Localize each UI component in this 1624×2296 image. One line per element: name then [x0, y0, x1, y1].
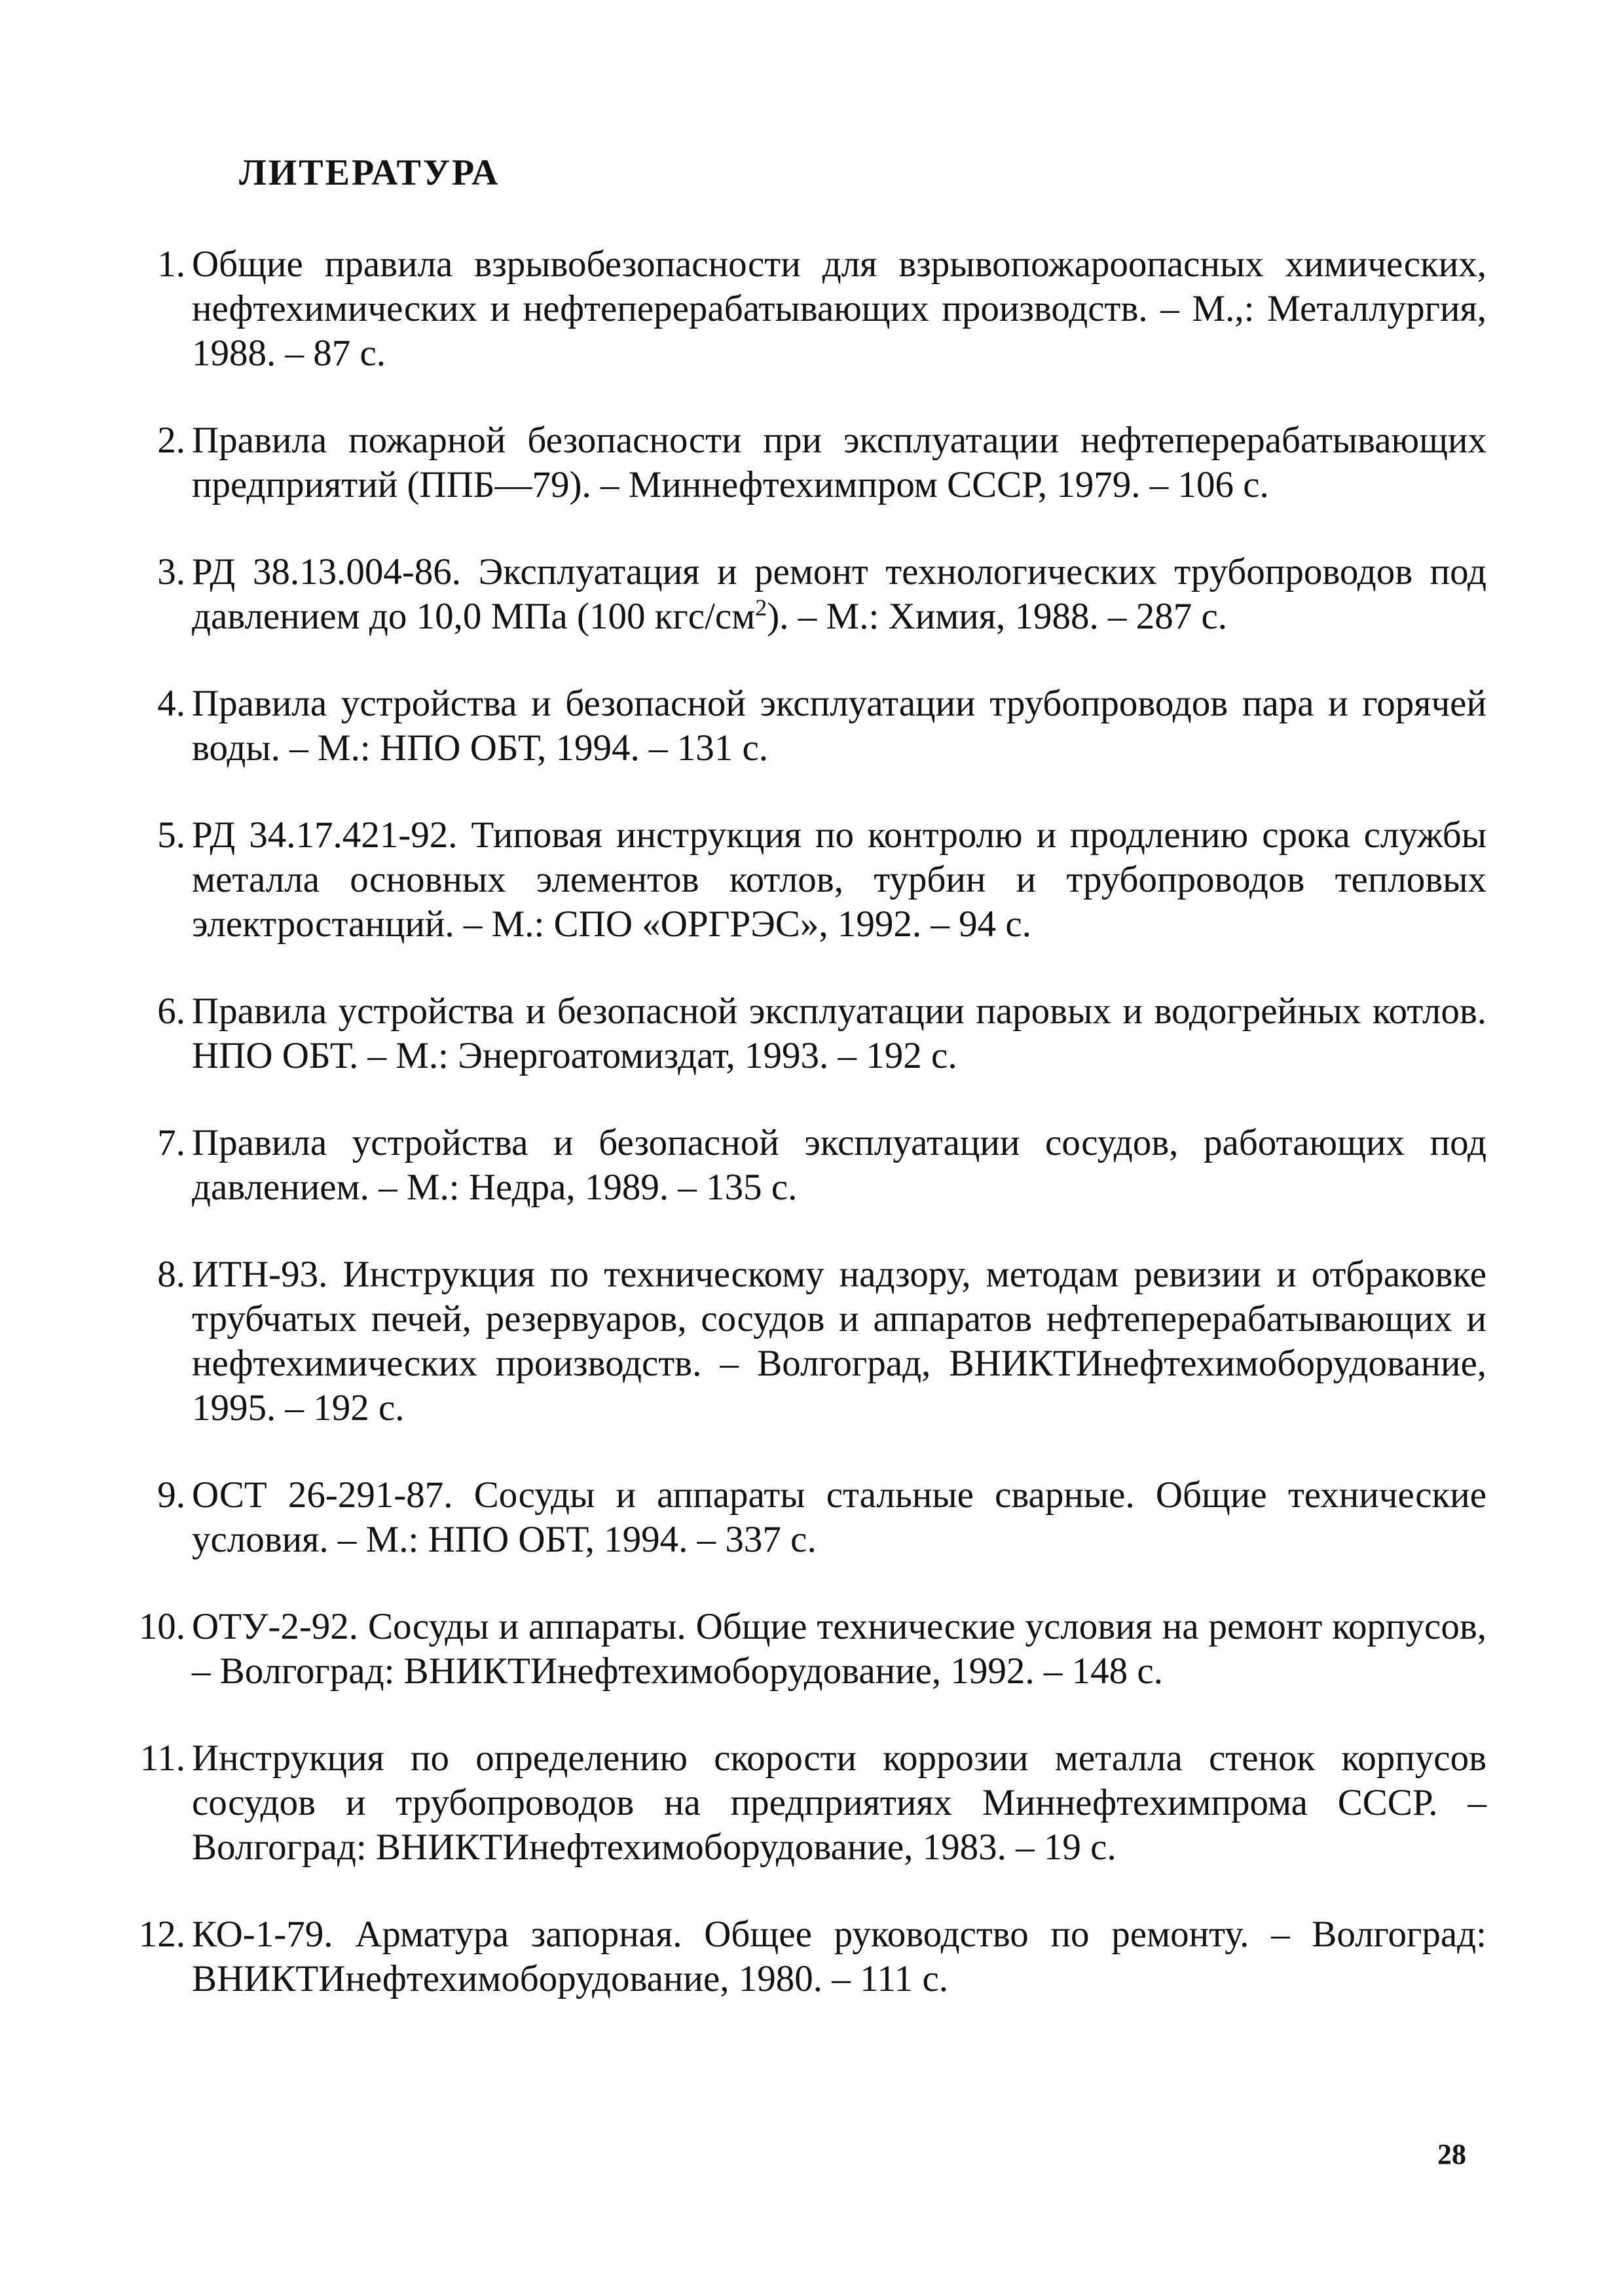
- reference-text: Правила устройства и безопасной эксплуатации сосудов, работающих под давлением. – М.: Недра, 1989. – 135 с.: [192, 1122, 1486, 1208]
- reference-number: 8.: [157, 1254, 185, 1295]
- superscript: 2: [755, 594, 767, 621]
- reference-item-8: [118, 1252, 1486, 1430]
- reference-text: ИТН-93. Инструкция по техническому надзору, методам ревизии и отбраковке трубчатых печей, резервуаров, сосудов и аппаратов нефтеперерабатывающих и нефтехимических производств. – Волгоград, ВНИКТИнефтехимоборудование, 1995. – 192 с.: [192, 1254, 1486, 1429]
- reference-number: 3.: [157, 551, 185, 592]
- reference-text: ОСТ 26-291-87. Сосуды и аппараты стальные сварные. Общие технические условия. – М.: НПО ОБТ, 1994. – 337 с.: [192, 1474, 1486, 1560]
- reference-text: КО-1-79. Арматура запорная. Общее руководство по ремонту. – Волгоград: ВНИКТИнефтехимоборудование, 1980. – 111 с.: [192, 1914, 1486, 1999]
- reference-list: [118, 242, 1486, 2044]
- page-title: ЛИТЕРАТУРА: [239, 153, 500, 193]
- reference-text: Правила устройства и безопасной эксплуатации трубопроводов пара и горячей воды. – М.: НПО ОБТ, 1994. – 131 с.: [192, 683, 1486, 769]
- reference-number: 5.: [157, 814, 185, 856]
- reference-text-part: РД 38.13.004-86. Эксплуатация и ремонт технологических трубопроводов под давлением до 10,0 МПа (100 кгс/см: [192, 551, 1486, 637]
- reference-number: 2.: [157, 420, 185, 461]
- reference-text: Правила устройства и безопасной эксплуатации паровых и водогрейных котлов. НПО ОБТ. – М.: Энергоатомиздат, 1993. – 192 с.: [192, 991, 1486, 1076]
- reference-number: 4.: [157, 683, 185, 724]
- reference-number: 9.: [157, 1474, 185, 1516]
- reference-text: ОТУ-2-92. Сосуды и аппараты. Общие технические условия на ремонт корпусов, – Волгоград: ВНИКТИнефтехимоборудование, 1992. – 148 с.: [192, 1606, 1486, 1692]
- reference-text-part: ). – М.: Химия, 1988. – 287 с.: [767, 596, 1228, 637]
- reference-number: 12.: [138, 1914, 185, 1955]
- reference-item-5: [118, 813, 1486, 947]
- reference-number: 1.: [157, 244, 185, 285]
- reference-item-1: [118, 242, 1486, 376]
- reference-number: 7.: [157, 1122, 185, 1163]
- reference-item-6: [118, 989, 1486, 1078]
- reference-item-3: [118, 550, 1486, 639]
- reference-number: 6.: [157, 991, 185, 1032]
- reference-text: РД 34.17.421-92. Типовая инструкция по контролю и продлению срока службы металла основных элементов котлов, турбин и трубопроводов тепловых электростанций. – М.: СПО «ОРГРЭС», 1992. – 94 с.: [192, 814, 1486, 945]
- reference-text: Общие правила взрывобезопасности для взрывопожароопасных химических, нефтехимических и нефтеперерабатывающих производств. – М.,: Металлургия, 1988. – 87 с.: [192, 244, 1486, 374]
- page-number: 28: [1437, 2138, 1466, 2170]
- reference-item-4: [118, 682, 1486, 771]
- reference-number: 10.: [138, 1606, 185, 1647]
- reference-item-10: [118, 1605, 1486, 1694]
- reference-text: Инструкция по определению скорости коррозии металла стенок корпусов сосудов и трубопроводов на предприятиях Миннефтехимпрома СССР. – Волгоград: ВНИКТИнефтехимоборудование, 1983. – 19 с.: [192, 1738, 1486, 1868]
- reference-item-7: [118, 1121, 1486, 1210]
- reference-item-12: [118, 1912, 1486, 2001]
- reference-text: [192, 551, 1486, 637]
- reference-item-9: [118, 1473, 1486, 1562]
- reference-text: Правила пожарной безопасности при эксплуатации нефтеперерабатывающих предприятий (ППБ—79). – Миннефтехимпром СССР, 1979. – 106 с.: [192, 420, 1486, 505]
- reference-number: 11.: [139, 1738, 185, 1779]
- reference-item-2: [118, 418, 1486, 507]
- reference-item-11: [118, 1736, 1486, 1870]
